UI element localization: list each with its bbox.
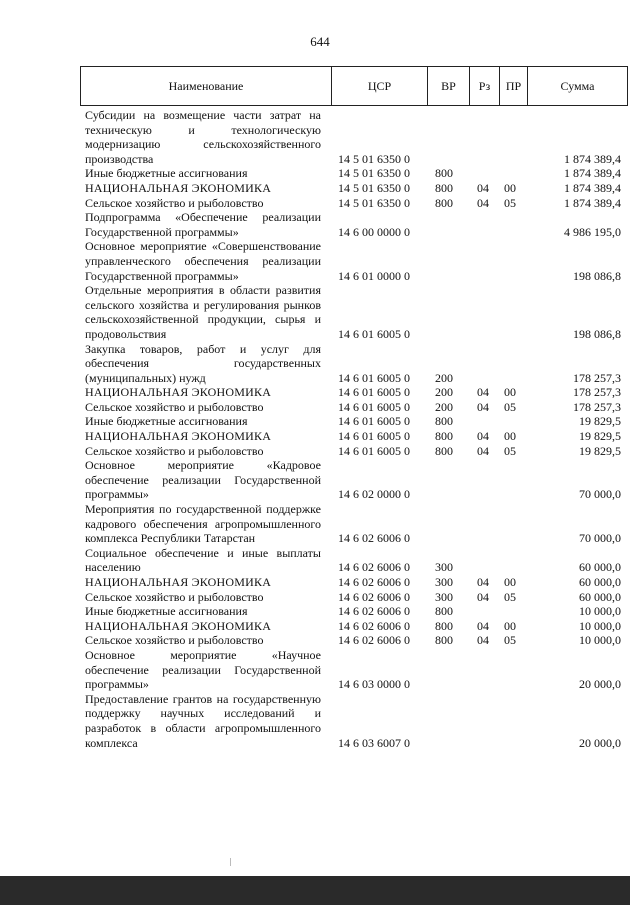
row-csr: 14 6 01 6005 0 [338, 326, 410, 341]
row-sum: 1 874 389,4 [564, 195, 621, 210]
row-vr: 800 [435, 618, 453, 633]
row-csr: 14 6 02 6006 0 [338, 531, 410, 546]
row-vr: 800 [435, 429, 453, 444]
table-row [85, 692, 625, 750]
row-sum: 4 986 195,0 [564, 224, 621, 239]
row-name: Сельское хозяйство и рыболовство [85, 589, 264, 604]
table-row [85, 239, 625, 283]
table-row [85, 458, 625, 502]
row-csr: 14 5 01 6350 0 [338, 195, 410, 210]
table-row [85, 400, 625, 415]
row-csr: 14 6 00 0000 0 [338, 224, 410, 239]
row-csr: 14 6 01 6005 0 [338, 429, 410, 444]
row-sum: 178 257,3 [573, 399, 621, 414]
row-name: Иные бюджетные ассигнования [85, 166, 248, 181]
row-vr: 300 [435, 560, 453, 575]
row-pr: 05 [504, 633, 516, 648]
header-sum: Сумма [527, 67, 627, 105]
row-vr: 800 [435, 195, 453, 210]
row-name: Предоставление грантов на государственную поддержку научных исследований и разработок в области агропромышленного комплекса [85, 691, 321, 750]
row-sum: 1 874 389,4 [564, 166, 621, 181]
table-row [85, 342, 625, 386]
row-name: НАЦИОНАЛЬНАЯ ЭКОНОМИКА [85, 385, 272, 400]
row-sum: 70 000,0 [579, 487, 621, 502]
row-sum: 198 086,8 [573, 326, 621, 341]
row-vr: 300 [435, 589, 453, 604]
row-sum: 10 000,0 [579, 604, 621, 619]
table-body [85, 108, 625, 750]
row-name: Закупка товаров, работ и услуг для обеспечения государственных (муниципальных) нужд [85, 341, 321, 385]
row-csr: 14 6 02 6006 0 [338, 618, 410, 633]
row-vr: 800 [435, 443, 453, 458]
row-csr: 14 6 01 6005 0 [338, 443, 410, 458]
row-name: Сельское хозяйство и рыболовство [85, 399, 264, 414]
row-csr: 14 6 01 0000 0 [338, 268, 410, 283]
row-name: Основное мероприятие «Кадровое обеспечение реализации Государственной программы» [85, 458, 321, 502]
row-sum: 178 257,3 [573, 370, 621, 385]
table-row [85, 385, 625, 400]
row-sum: 178 257,3 [573, 385, 621, 400]
row-sum: 10 000,0 [579, 633, 621, 648]
page-number: 644 [310, 34, 330, 49]
row-name: Субсидии на возмещение части затрат на техническую и технологическую модернизацию сельскохозяйственного производства [85, 108, 321, 166]
row-rz: 04 [477, 385, 489, 400]
table-row [85, 181, 625, 196]
header-csr: ЦСР [331, 67, 427, 105]
row-rz: 04 [477, 589, 489, 604]
header-name: Наименование [168, 79, 244, 93]
header-rz: Рз [469, 67, 499, 105]
row-sum: 60 000,0 [579, 560, 621, 575]
table-row [85, 210, 625, 239]
row-pr: 05 [504, 443, 516, 458]
row-name: Подпрограмма «Обеспечение реализации Государственной программы» [85, 210, 321, 239]
table-row [85, 619, 625, 634]
row-sum: 10 000,0 [579, 618, 621, 633]
row-csr: 14 6 01 6005 0 [338, 385, 410, 400]
row-csr: 14 6 03 0000 0 [338, 677, 410, 692]
row-vr: 300 [435, 575, 453, 589]
row-pr: 00 [504, 429, 516, 444]
table-row [85, 196, 625, 211]
scan-border-right [630, 0, 640, 905]
row-rz: 04 [477, 429, 489, 444]
row-name: Сельское хозяйство и рыболовство [85, 443, 264, 458]
table-row [85, 166, 625, 181]
table-row [85, 444, 625, 459]
row-csr: 14 6 02 6006 0 [338, 560, 410, 575]
row-vr: 800 [435, 604, 453, 619]
row-name: Социальное обеспечение и иные выплаты населению [85, 545, 321, 575]
header-pr: ПР [499, 67, 527, 105]
row-sum: 20 000,0 [579, 735, 621, 750]
table-row [85, 283, 625, 341]
row-name: Сельское хозяйство и рыболовство [85, 195, 264, 210]
row-sum: 19 829,5 [579, 443, 621, 458]
row-sum: 1 874 389,4 [564, 180, 621, 195]
table-row [85, 648, 625, 692]
row-csr: 14 6 01 6005 0 [338, 399, 410, 414]
row-name: НАЦИОНАЛЬНАЯ ЭКОНОМИКА [85, 618, 272, 633]
row-name: НАЦИОНАЛЬНАЯ ЭКОНОМИКА [85, 575, 272, 589]
row-csr: 14 6 02 6006 0 [338, 575, 410, 589]
row-rz: 04 [477, 575, 489, 589]
table-header [80, 66, 628, 106]
row-vr: 200 [435, 385, 453, 400]
row-sum: 20 000,0 [579, 677, 621, 692]
row-pr: 05 [504, 399, 516, 414]
table-row [85, 575, 625, 590]
row-sum: 60 000,0 [579, 575, 621, 589]
row-rz: 04 [477, 195, 489, 210]
table-row [85, 604, 625, 619]
row-vr: 200 [435, 370, 453, 385]
row-pr: 05 [504, 589, 516, 604]
row-csr: 14 6 02 6006 0 [338, 589, 410, 604]
row-rz: 04 [477, 180, 489, 195]
table-row [85, 414, 625, 429]
row-csr: 14 6 03 6007 0 [338, 735, 410, 750]
row-csr: 14 5 01 6350 0 [338, 180, 410, 195]
table-row [85, 633, 625, 648]
row-name: НАЦИОНАЛЬНАЯ ЭКОНОМИКА [85, 180, 272, 195]
row-csr: 14 5 01 6350 0 [338, 151, 410, 166]
row-name: Основное мероприятие «Научное обеспечение реализации Государственной программы» [85, 647, 321, 692]
row-rz: 04 [477, 618, 489, 633]
row-sum: 198 086,8 [573, 268, 621, 283]
row-csr: 14 6 01 6005 0 [338, 414, 410, 429]
row-csr: 14 6 02 6006 0 [338, 604, 410, 619]
scan-border-bottom [0, 876, 640, 905]
row-rz: 04 [477, 633, 489, 648]
table-row [85, 108, 625, 166]
row-csr: 14 6 02 0000 0 [338, 487, 410, 502]
row-pr: 00 [504, 385, 516, 400]
row-pr: 00 [504, 180, 516, 195]
row-name: Иные бюджетные ассигнования [85, 604, 248, 619]
row-pr: 00 [504, 618, 516, 633]
row-name: Основное мероприятие «Совершенствование управленческого обеспечения реализации Государственной программы» [85, 239, 321, 283]
row-vr: 800 [435, 166, 453, 181]
row-csr: 14 6 02 6006 0 [338, 633, 410, 648]
table-row [85, 429, 625, 444]
row-name: Отдельные мероприятия в области развития сельского хозяйства и регулирования рынков сельскохозяйственной продукции, сырья и продовольствия [85, 283, 321, 341]
row-sum: 60 000,0 [579, 589, 621, 604]
row-rz: 04 [477, 399, 489, 414]
row-sum: 1 874 389,4 [564, 151, 621, 166]
row-name: Сельское хозяйство и рыболовство [85, 633, 264, 648]
row-csr: 14 6 01 6005 0 [338, 370, 410, 385]
row-name: Иные бюджетные ассигнования [85, 414, 248, 429]
table-row [85, 546, 625, 575]
row-vr: 200 [435, 399, 453, 414]
header-vr: ВР [427, 67, 469, 105]
row-pr: 00 [504, 575, 516, 589]
row-vr: 800 [435, 633, 453, 648]
table-row [85, 590, 625, 605]
row-csr: 14 5 01 6350 0 [338, 166, 410, 181]
row-vr: 800 [435, 414, 453, 429]
row-sum: 70 000,0 [579, 531, 621, 546]
row-name: НАЦИОНАЛЬНАЯ ЭКОНОМИКА [85, 429, 272, 444]
scan-mark [230, 858, 231, 866]
row-vr: 800 [435, 180, 453, 195]
row-pr: 05 [504, 195, 516, 210]
row-sum: 19 829,5 [579, 414, 621, 429]
row-name: Мероприятия по государственной поддержке кадрового обеспечения агропромышленного комплекса Республики Татарстан [85, 502, 321, 546]
row-sum: 19 829,5 [579, 429, 621, 444]
table-row [85, 502, 625, 546]
row-rz: 04 [477, 443, 489, 458]
